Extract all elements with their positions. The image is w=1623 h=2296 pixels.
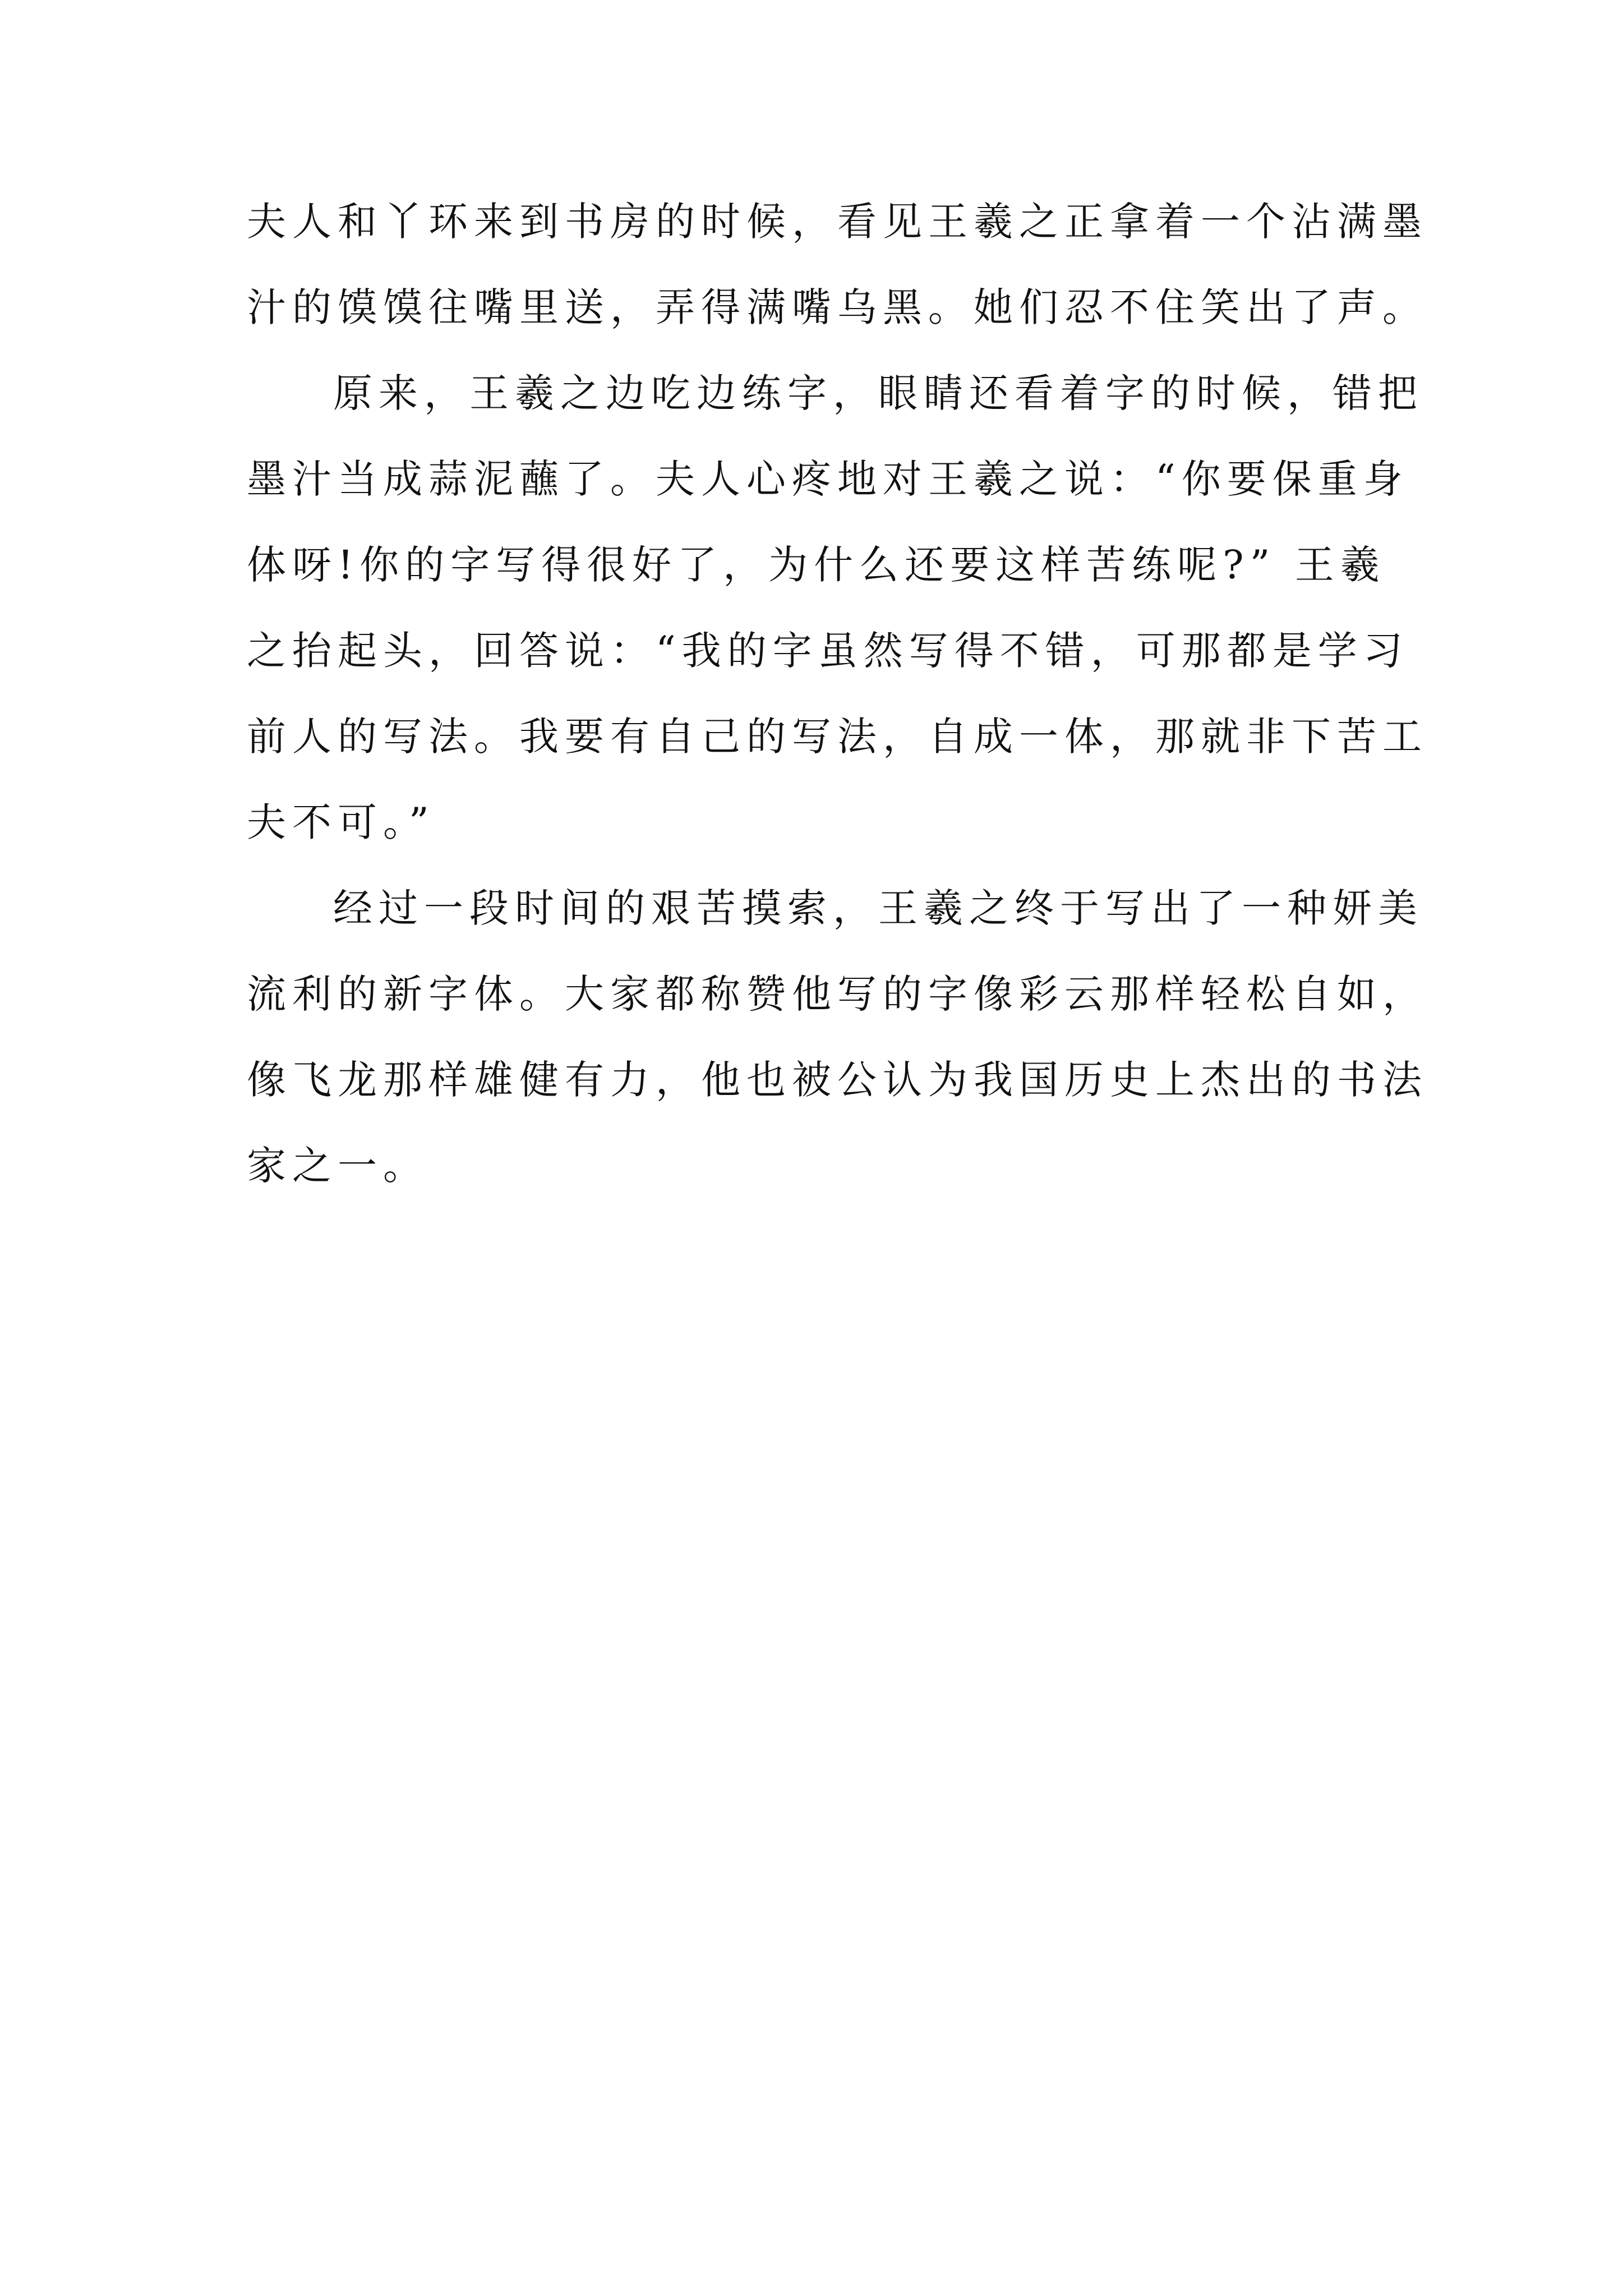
paragraph-2-line-2: 墨汁当成蒜泥蘸了。夫人心疼地对王羲之说：“你要保重身 (247, 456, 1409, 502)
paragraph-2-line-1: 原来，王羲之边吃边练字，眼睛还看着字的时候，错把 (333, 370, 1423, 416)
paragraph-3 (247, 885, 1428, 1232)
paragraph-1-line-1: 夫人和丫环来到书房的时候，看见王羲之正拿着一个沾满墨 (247, 199, 1428, 245)
paragraph-2-line-5: 前人的写法。我要有自己的写法，自成一体，那就非下苦工 (247, 714, 1428, 760)
paragraph-3-line-1: 经过一段时间的艰苦摸索，王羲之终于写出了一种妍美 (333, 885, 1423, 931)
paragraph-2 (247, 370, 1428, 889)
body-text (247, 199, 1428, 1232)
paragraph-1-line-2: 汁的馍馍往嘴里送，弄得满嘴乌黑。她们忍不住笑出了声。 (247, 284, 1428, 330)
paragraph-1 (247, 199, 1428, 374)
paragraph-2-line-4: 之抬起头，回答说：“我的字虽然写得不错，可那都是学习 (247, 628, 1409, 674)
paragraph-2-line-6: 夫不可。” (247, 799, 435, 845)
paragraph-3-line-2: 流利的新字体。大家都称赞他写的字像彩云那样轻松自如， (247, 971, 1428, 1017)
paragraph-2-line-3: 体呀!你的字写得很好了，为什么还要这样苦练呢?” 王羲 (247, 542, 1386, 588)
paragraph-3-line-4: 家之一。 (247, 1143, 428, 1189)
paragraph-3-line-3: 像飞龙那样雄健有力，他也被公认为我国历史上杰出的书法 (247, 1057, 1428, 1103)
